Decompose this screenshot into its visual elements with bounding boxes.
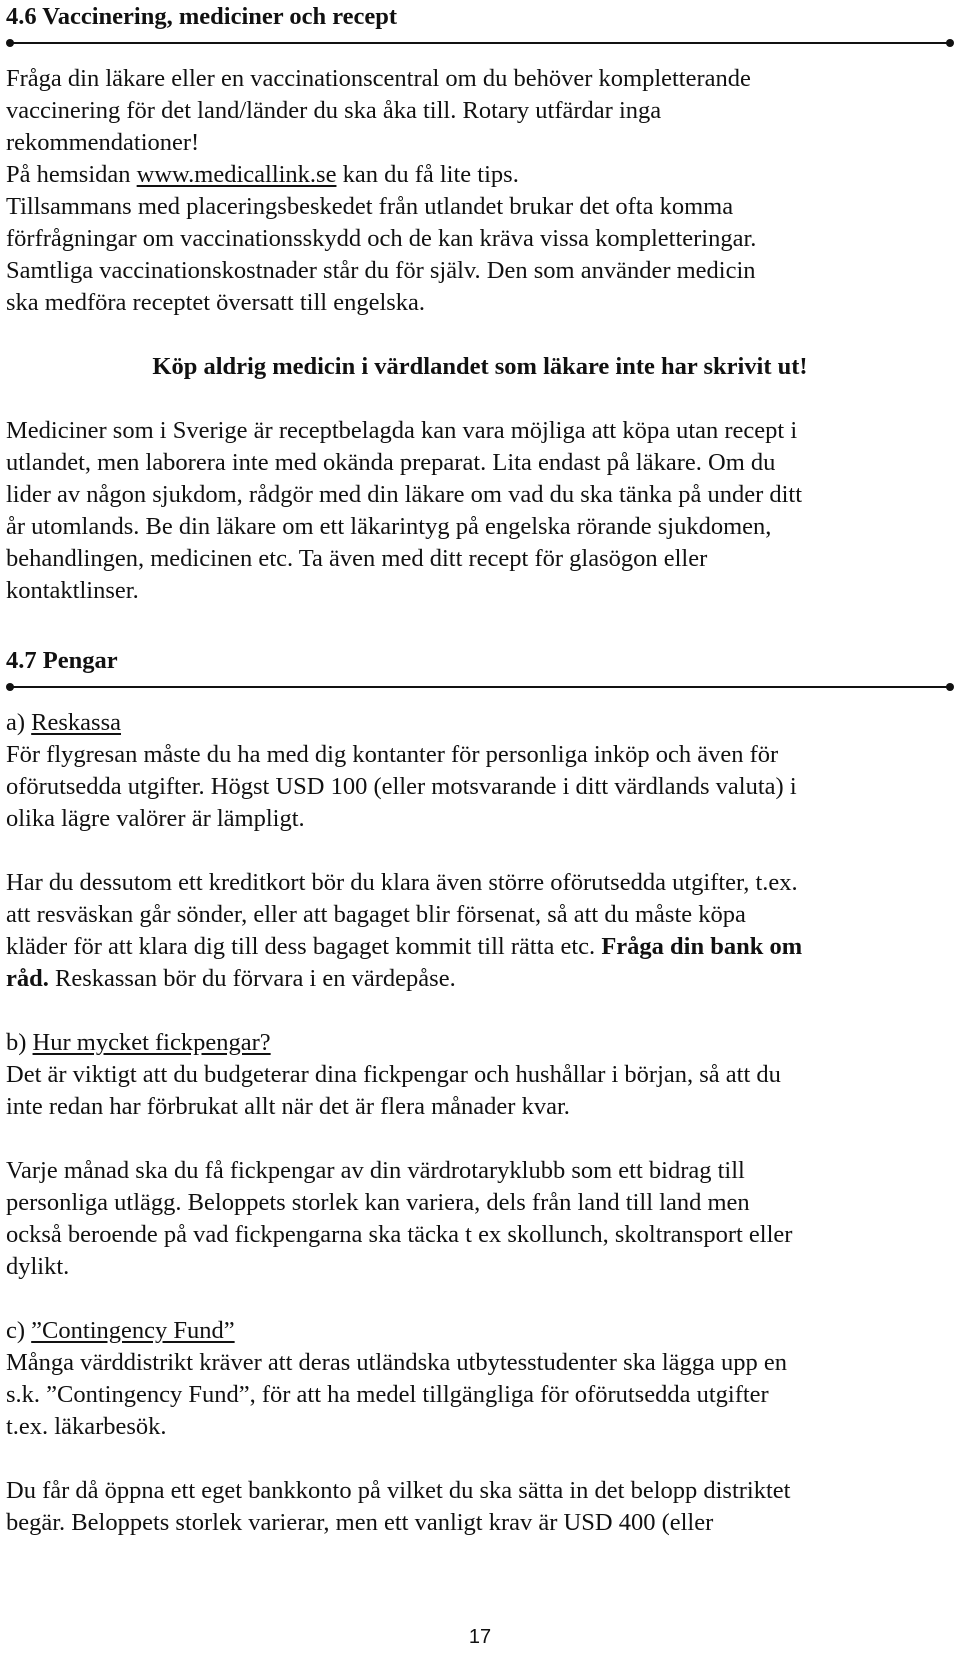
paragraph-line: Varje månad ska du få fickpengar av din värdrotaryklubb som ett bidrag till xyxy=(6,1157,745,1184)
paragraph-line: utlandet, men laborera inte med okända preparat. Lita endast på läkare. Om du xyxy=(6,449,776,476)
warning-text: Köp aldrig medicin i värdlandet som läkare inte har skrivit ut! xyxy=(152,353,808,380)
paragraph-line: olika lägre valörer är lämpligt. xyxy=(6,805,305,832)
page-number: 17 xyxy=(468,1626,492,1648)
section-divider-4-6 xyxy=(6,38,954,48)
paragraph-line: inte redan har förbrukat allt när det är flera månader kvar. xyxy=(6,1093,570,1120)
link-suffix: kan du få lite tips. xyxy=(336,161,519,188)
paragraph-line: Det är viktigt att du budgeterar dina fickpengar och hushållar i början, så att du xyxy=(6,1061,781,1088)
paragraph-line: vaccinering för det land/länder du ska åka till. Rotary utfärdar inga xyxy=(6,97,662,124)
paragraph-line: också beroende på vad fickpengarna ska täcka t ex skollunch, skoltransport eller xyxy=(6,1221,793,1248)
paragraph-line: Många värddistrikt kräver att deras utländska utbytesstudenter ska lägga upp en xyxy=(6,1349,788,1376)
paragraph-line: lider av någon sjukdom, rådgör med din läkare om vad du ska tänka på under ditt xyxy=(6,481,803,508)
paragraph-line-mixed: kläder för att klara dig till dess bagaget kommit till rätta etc. Fråga din bank om xyxy=(6,933,803,960)
paragraph-line: Samtliga vaccinationskostnader står du för själv. Den som använder medicin xyxy=(6,257,756,284)
medicallink-link[interactable]: www.medicallink.se xyxy=(136,161,337,188)
subsection-c-title: c) ”Contingency Fund” xyxy=(6,1317,235,1344)
paragraph-line: oförutsedda utgifter. Högst USD 100 (eller motsvarande i ditt värdlands valuta) i xyxy=(6,773,797,800)
paragraph-line: rekommendationer! xyxy=(6,129,200,156)
paragraph-line: behandlingen, medicinen etc. Ta även med ditt recept för glasögon eller xyxy=(6,545,708,572)
subsection-b-title: b) Hur mycket fickpengar? xyxy=(6,1029,271,1056)
reskassa-title: Reskassa xyxy=(31,709,121,736)
section-heading-4-7: 4.7 Pengar xyxy=(6,647,118,674)
paragraph-line: förfrågningar om vaccinationsskydd och de kan kräva vissa kompletteringar. xyxy=(6,225,757,252)
paragraph-line: begär. Beloppets storlek varierar, men ett vanligt krav är USD 400 (eller xyxy=(6,1509,714,1536)
paragraph-line-with-link xyxy=(6,158,956,191)
paragraph-line: Fråga din läkare eller en vaccinationscentral om du behöver kompletterande xyxy=(6,65,751,92)
link-prefix: På hemsidan xyxy=(6,161,137,188)
paragraph-line: Mediciner som i Sverige är receptbelagda kan vara möjliga att köpa utan recept i xyxy=(6,417,798,444)
section-divider-4-7 xyxy=(6,682,954,692)
bank-advice-bold: Fråga din bank om xyxy=(601,933,803,960)
fickpengar-title: Hur mycket fickpengar? xyxy=(32,1029,271,1056)
paragraph-line: Tillsammans med placeringsbeskedet från utlandet brukar det ofta komma xyxy=(6,193,734,220)
contingency-fund-title: ”Contingency Fund” xyxy=(31,1317,235,1344)
paragraph-line: ska medföra receptet översatt till engelska. xyxy=(6,289,426,316)
paragraph-line: Har du dessutom ett kreditkort bör du klara även större oförutsedda utgifter, t.ex. xyxy=(6,869,798,896)
paragraph-line: dylikt. xyxy=(6,1253,70,1280)
paragraph-line: personliga utlägg. Beloppets storlek kan variera, dels från land till land men xyxy=(6,1189,750,1216)
paragraph-line: år utomlands. Be din läkare om ett läkarintyg på engelska rörande sjukdomen, xyxy=(6,513,772,540)
paragraph-line-mixed: råd. Reskassan bör du förvara i en värdepåse. xyxy=(6,965,456,992)
paragraph-line: Du får då öppna ett eget bankkonto på vilket du ska sätta in det belopp distriktet xyxy=(6,1477,791,1504)
paragraph-line: t.ex. läkarbesök. xyxy=(6,1413,167,1440)
paragraph-line: kontaktlinser. xyxy=(6,577,139,604)
paragraph-line: s.k. ”Contingency Fund”, för att ha medel tillgängliga för oförutsedda utgifter xyxy=(6,1381,769,1408)
section-heading-4-6: 4.6 Vaccinering, mediciner och recept xyxy=(6,3,398,30)
paragraph-line: att resväskan går sönder, eller att bagaget blir försenat, så att du måste köpa xyxy=(6,901,746,928)
subsection-a-title: a) Reskassa xyxy=(6,709,121,736)
paragraph-line: För flygresan måste du ha med dig kontanter för personliga inköp och även för xyxy=(6,741,779,768)
